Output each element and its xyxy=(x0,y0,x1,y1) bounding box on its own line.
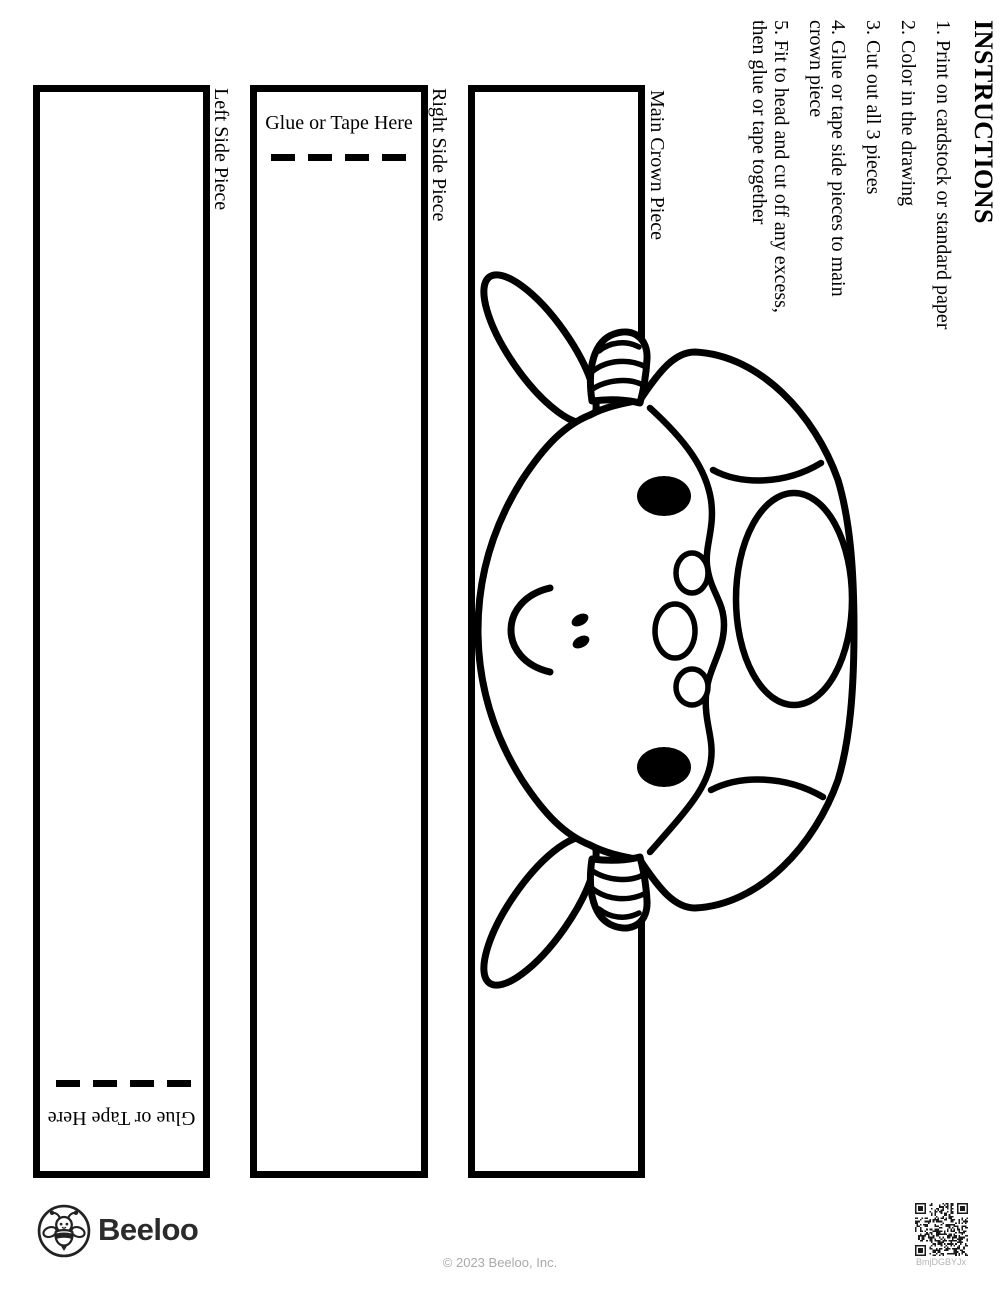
instruction-step-line: 3. Cut out all 3 pieces xyxy=(862,20,884,195)
copyright-text: © 2023 Beeloo, Inc. xyxy=(442,1255,558,1270)
cow-eye xyxy=(637,747,691,787)
forehead-circle xyxy=(676,553,708,593)
main-crown-piece-label: Main Crown Piece xyxy=(646,90,668,240)
instruction-step-line: 4. Glue or tape side pieces to main xyxy=(827,20,849,297)
right-side-piece-label: Right Side Piece xyxy=(428,88,450,222)
forehead-circle xyxy=(655,604,695,658)
left-side-piece-label: Left Side Piece xyxy=(210,88,232,211)
qr-code xyxy=(915,1203,968,1256)
glue-tab-label-right: Glue or Tape Here xyxy=(265,112,413,134)
fold-dash-line-left xyxy=(56,1080,191,1087)
instruction-step xyxy=(897,20,919,412)
instruction-step-line: crown piece xyxy=(805,20,827,118)
instruction-step-line: 2. Color in the drawing xyxy=(897,20,919,207)
instructions-title: INSTRUCTIONS xyxy=(969,20,998,224)
left-side-piece-strip xyxy=(33,85,210,1178)
beeloo-bee-logo-icon xyxy=(37,1204,91,1258)
beeloo-brand-text: Beeloo xyxy=(98,1212,199,1247)
instruction-step-line: then glue or tape together xyxy=(748,20,770,225)
cow-eye xyxy=(637,476,691,516)
cow-face-drawing xyxy=(455,258,875,1002)
right-side-piece-strip xyxy=(250,85,428,1178)
glue-tab-label-left: Glue or Tape Here xyxy=(47,1107,196,1129)
fold-dash-line-right xyxy=(271,154,407,161)
instruction-step xyxy=(932,20,954,412)
forehead-circle xyxy=(676,669,708,705)
instruction-step-line: 1. Print on cardstock or standard paper xyxy=(932,20,954,330)
qr-caption-text: BmjDGBYJx xyxy=(915,1257,966,1267)
cow-head-spot xyxy=(736,493,852,705)
instruction-step-line: 5. Fit to head and cut off any excess, xyxy=(770,20,792,313)
